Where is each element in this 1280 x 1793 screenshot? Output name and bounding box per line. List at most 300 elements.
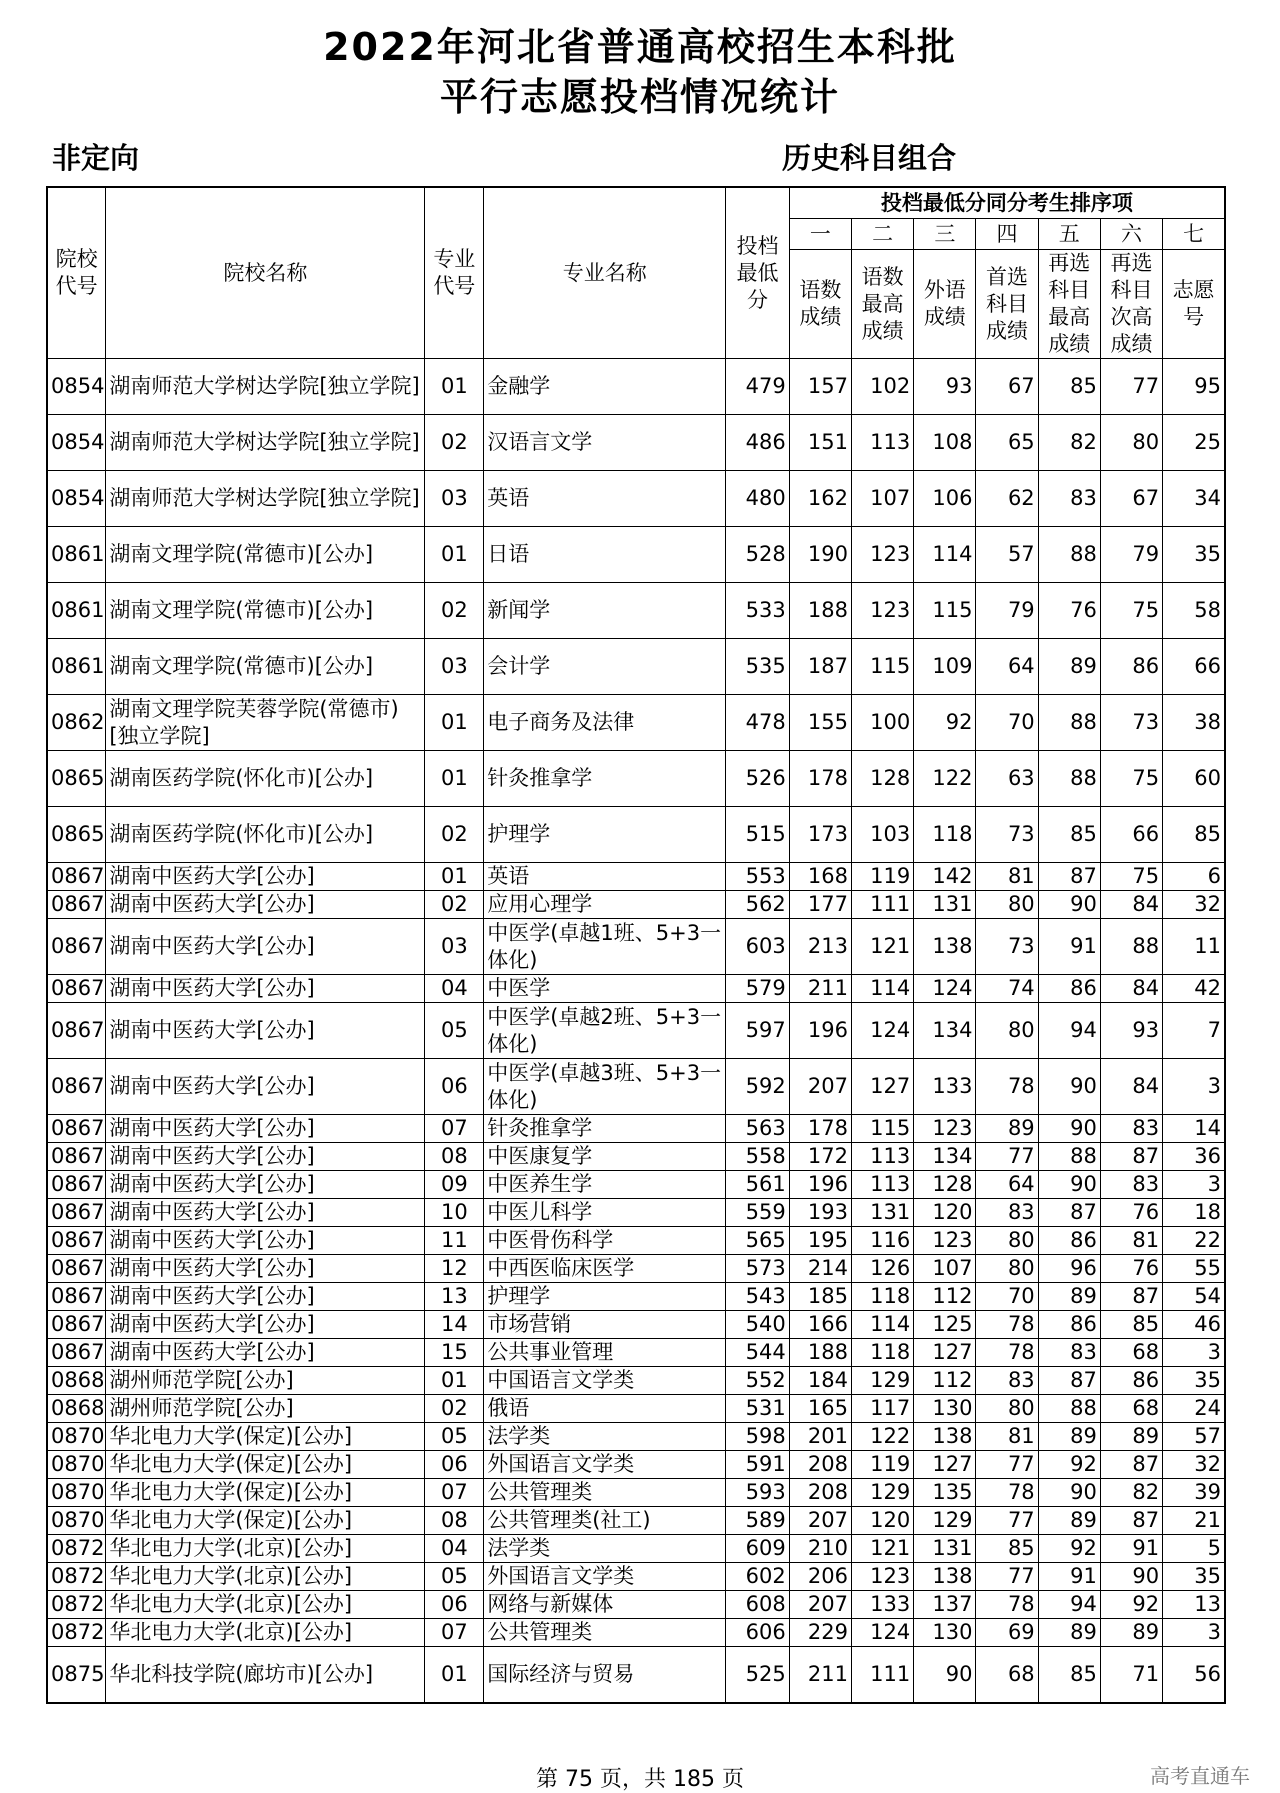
foreign-language-cell: 106 (914, 471, 976, 527)
chinese-math-max-cell: 126 (851, 1255, 913, 1283)
preference-no-cell: 38 (1163, 695, 1225, 751)
min-score-cell: 565 (726, 1227, 789, 1255)
table-row (47, 1451, 1225, 1479)
major-code-cell: 04 (425, 1535, 484, 1563)
elective-second-cell: 84 (1100, 891, 1162, 919)
first-subject-cell: 77 (976, 1563, 1038, 1591)
foreign-language-cell: 118 (914, 807, 976, 863)
elective-max-cell: 82 (1038, 415, 1100, 471)
min-score-cell: 559 (726, 1199, 789, 1227)
chinese-math-cell: 229 (789, 1619, 851, 1647)
preference-no-cell: 21 (1163, 1507, 1225, 1535)
school-code-cell: 0861 (47, 639, 106, 695)
chinese-math-max-cell: 113 (851, 1143, 913, 1171)
table-row (47, 807, 1225, 863)
major-code-cell: 05 (425, 1563, 484, 1591)
school-code-cell: 0872 (47, 1563, 106, 1591)
major-code-cell: 03 (425, 471, 484, 527)
first-subject-cell: 79 (976, 583, 1038, 639)
min-score-cell: 579 (726, 975, 789, 1003)
major-name-cell: 英语 (484, 863, 726, 891)
chinese-math-max-cell: 121 (851, 1535, 913, 1563)
first-subject-cell: 80 (976, 891, 1038, 919)
first-subject-cell: 78 (976, 1591, 1038, 1619)
school-code-cell: 0862 (47, 695, 106, 751)
major-code-cell: 05 (425, 1003, 484, 1059)
elective-second-cell: 75 (1100, 583, 1162, 639)
major-name-cell: 国际经济与贸易 (484, 1647, 726, 1703)
school-code-cell: 0867 (47, 1171, 106, 1199)
school-code-cell: 0868 (47, 1367, 106, 1395)
major-name-cell: 外国语言文学类 (484, 1563, 726, 1591)
min-score-cell: 589 (726, 1507, 789, 1535)
preference-no-cell: 3 (1163, 1059, 1225, 1115)
elective-max-cell: 88 (1038, 1143, 1100, 1171)
table-row (47, 1367, 1225, 1395)
chinese-math-cell: 166 (789, 1311, 851, 1339)
min-score-cell: 486 (726, 415, 789, 471)
foreign-language-cell: 131 (914, 891, 976, 919)
elective-second-cell: 76 (1100, 1199, 1162, 1227)
school-name-cell: 湖南中医药大学[公办] (106, 1199, 425, 1227)
elective-second-cell: 87 (1100, 1143, 1162, 1171)
major-code-cell: 15 (425, 1339, 484, 1367)
table-row (47, 919, 1225, 975)
school-code-cell: 0867 (47, 1199, 106, 1227)
table-row (47, 415, 1225, 471)
elective-max-cell: 88 (1038, 695, 1100, 751)
school-code-cell: 0867 (47, 1255, 106, 1283)
major-name-cell: 法学类 (484, 1423, 726, 1451)
elective-max-cell: 94 (1038, 1591, 1100, 1619)
table-row (47, 1591, 1225, 1619)
foreign-language-cell: 109 (914, 639, 976, 695)
foreign-language-cell: 120 (914, 1199, 976, 1227)
school-name-cell: 湖南文理学院芙蓉学院(常德市)[独立学院] (106, 695, 425, 751)
preference-no-cell: 55 (1163, 1255, 1225, 1283)
header-item-preference-no: 志愿号 (1163, 250, 1225, 359)
chinese-math-cell: 196 (789, 1003, 851, 1059)
elective-second-cell: 82 (1100, 1479, 1162, 1507)
preference-no-cell: 58 (1163, 583, 1225, 639)
header-item-elective-max: 再选科目最高成绩 (1038, 250, 1100, 359)
preference-no-cell: 6 (1163, 863, 1225, 891)
major-code-cell: 13 (425, 1283, 484, 1311)
elective-max-cell: 92 (1038, 1451, 1100, 1479)
min-score-cell: 515 (726, 807, 789, 863)
chinese-math-cell: 185 (789, 1283, 851, 1311)
chinese-math-cell: 172 (789, 1143, 851, 1171)
chinese-math-cell: 213 (789, 919, 851, 975)
foreign-language-cell: 133 (914, 1059, 976, 1115)
chinese-math-cell: 210 (789, 1535, 851, 1563)
school-code-cell: 0870 (47, 1451, 106, 1479)
first-subject-cell: 57 (976, 527, 1038, 583)
chinese-math-cell: 214 (789, 1255, 851, 1283)
min-score-cell: 543 (726, 1283, 789, 1311)
chinese-math-cell: 196 (789, 1171, 851, 1199)
major-code-cell: 05 (425, 1423, 484, 1451)
major-name-cell: 中西医临床医学 (484, 1255, 726, 1283)
elective-max-cell: 86 (1038, 975, 1100, 1003)
school-name-cell: 湖南医药学院(怀化市)[公办] (106, 807, 425, 863)
first-subject-cell: 64 (976, 1171, 1038, 1199)
min-score-cell: 606 (726, 1619, 789, 1647)
chinese-math-cell: 211 (789, 975, 851, 1003)
chinese-math-cell: 177 (789, 891, 851, 919)
elective-second-cell: 80 (1100, 415, 1162, 471)
chinese-math-max-cell: 119 (851, 863, 913, 891)
table-row (47, 1003, 1225, 1059)
major-name-cell: 公共管理类(社工) (484, 1507, 726, 1535)
chinese-math-max-cell: 102 (851, 359, 913, 415)
min-score-cell: 603 (726, 919, 789, 975)
header-tie-break-group: 投档最低分同分考生排序项 (789, 187, 1225, 219)
preference-no-cell: 3 (1163, 1339, 1225, 1367)
major-code-cell: 07 (425, 1479, 484, 1507)
foreign-language-cell: 130 (914, 1619, 976, 1647)
chinese-math-max-cell: 107 (851, 471, 913, 527)
major-code-cell: 01 (425, 751, 484, 807)
major-code-cell: 04 (425, 975, 484, 1003)
school-code-cell: 0861 (47, 583, 106, 639)
school-name-cell: 湖南中医药大学[公办] (106, 1003, 425, 1059)
first-subject-cell: 64 (976, 639, 1038, 695)
first-subject-cell: 63 (976, 751, 1038, 807)
preference-no-cell: 35 (1163, 1367, 1225, 1395)
foreign-language-cell: 138 (914, 1563, 976, 1591)
table-row (47, 891, 1225, 919)
school-code-cell: 0854 (47, 471, 106, 527)
school-name-cell: 湖州师范学院[公办] (106, 1395, 425, 1423)
major-name-cell: 俄语 (484, 1395, 726, 1423)
chinese-math-max-cell: 122 (851, 1423, 913, 1451)
major-name-cell: 英语 (484, 471, 726, 527)
preference-no-cell: 35 (1163, 1563, 1225, 1591)
header-item-chinese-math: 语数成绩 (789, 250, 851, 359)
min-score-cell: 533 (726, 583, 789, 639)
foreign-language-cell: 123 (914, 1115, 976, 1143)
header-item-first-subject: 首选科目成绩 (976, 250, 1038, 359)
table-row (47, 1227, 1225, 1255)
elective-max-cell: 90 (1038, 1059, 1100, 1115)
page-title-line1: 2022年河北省普通高校招生本科批 (323, 25, 957, 69)
school-code-cell: 0867 (47, 1227, 106, 1255)
major-name-cell: 公共事业管理 (484, 1339, 726, 1367)
first-subject-cell: 74 (976, 975, 1038, 1003)
min-score-cell: 592 (726, 1059, 789, 1115)
chinese-math-cell: 178 (789, 1115, 851, 1143)
school-code-cell: 0867 (47, 1311, 106, 1339)
first-subject-cell: 77 (976, 1451, 1038, 1479)
elective-max-cell: 89 (1038, 1283, 1100, 1311)
table-row (47, 1339, 1225, 1367)
preference-no-cell: 56 (1163, 1647, 1225, 1703)
first-subject-cell: 83 (976, 1367, 1038, 1395)
chinese-math-max-cell: 113 (851, 1171, 913, 1199)
school-code-cell: 0867 (47, 1059, 106, 1115)
elective-second-cell: 87 (1100, 1283, 1162, 1311)
preference-no-cell: 13 (1163, 1591, 1225, 1619)
chinese-math-cell: 207 (789, 1591, 851, 1619)
table-row (47, 1479, 1225, 1507)
school-name-cell: 湖南医药学院(怀化市)[公办] (106, 751, 425, 807)
elective-second-cell: 68 (1100, 1395, 1162, 1423)
elective-second-cell: 77 (1100, 359, 1162, 415)
min-score-cell: 553 (726, 863, 789, 891)
foreign-language-cell: 107 (914, 1255, 976, 1283)
school-name-cell: 华北电力大学(保定)[公办] (106, 1451, 425, 1479)
major-code-cell: 03 (425, 919, 484, 975)
major-name-cell: 法学类 (484, 1535, 726, 1563)
major-name-cell: 中医学(卓越3班、5+3一体化) (484, 1059, 726, 1115)
foreign-language-cell: 114 (914, 527, 976, 583)
major-code-cell: 09 (425, 1171, 484, 1199)
header-item-chinese-math-max: 语数最高成绩 (851, 250, 913, 359)
min-score-cell: 561 (726, 1171, 789, 1199)
chinese-math-max-cell: 129 (851, 1367, 913, 1395)
table-row (47, 639, 1225, 695)
school-name-cell: 湖南中医药大学[公办] (106, 1311, 425, 1339)
major-code-cell: 01 (425, 695, 484, 751)
header-order-4: 四 (976, 219, 1038, 250)
preference-no-cell: 11 (1163, 919, 1225, 975)
school-code-cell: 0867 (47, 919, 106, 975)
min-score-cell: 535 (726, 639, 789, 695)
elective-max-cell: 85 (1038, 807, 1100, 863)
chinese-math-max-cell: 120 (851, 1507, 913, 1535)
school-name-cell: 湖南中医药大学[公办] (106, 1283, 425, 1311)
elective-max-cell: 83 (1038, 1339, 1100, 1367)
major-name-cell: 市场营销 (484, 1311, 726, 1339)
header-item-elective-second: 再选科目次高成绩 (1100, 250, 1162, 359)
elective-second-cell: 88 (1100, 919, 1162, 975)
chinese-math-cell: 211 (789, 1647, 851, 1703)
foreign-language-cell: 135 (914, 1479, 976, 1507)
preference-no-cell: 57 (1163, 1423, 1225, 1451)
school-code-cell: 0870 (47, 1423, 106, 1451)
first-subject-cell: 73 (976, 807, 1038, 863)
preference-no-cell: 7 (1163, 1003, 1225, 1059)
preference-no-cell: 54 (1163, 1283, 1225, 1311)
elective-max-cell: 88 (1038, 527, 1100, 583)
major-code-cell: 08 (425, 1507, 484, 1535)
school-name-cell: 湖南中医药大学[公办] (106, 863, 425, 891)
major-name-cell: 中国语言文学类 (484, 1367, 726, 1395)
school-name-cell: 华北电力大学(北京)[公办] (106, 1591, 425, 1619)
table-row (47, 695, 1225, 751)
first-subject-cell: 70 (976, 1283, 1038, 1311)
foreign-language-cell: 112 (914, 1367, 976, 1395)
elective-max-cell: 89 (1038, 1619, 1100, 1647)
min-score-cell: 528 (726, 527, 789, 583)
subject-combination-label: 历史科目组合 (782, 141, 957, 175)
table-row (47, 1619, 1225, 1647)
chinese-math-cell: 207 (789, 1507, 851, 1535)
first-subject-cell: 78 (976, 1311, 1038, 1339)
foreign-language-cell: 93 (914, 359, 976, 415)
table-row (47, 1143, 1225, 1171)
chinese-math-cell: 188 (789, 583, 851, 639)
major-code-cell: 01 (425, 359, 484, 415)
school-name-cell: 湖南师范大学树达学院[独立学院] (106, 471, 425, 527)
chinese-math-cell: 165 (789, 1395, 851, 1423)
major-code-cell: 10 (425, 1199, 484, 1227)
school-code-cell: 0861 (47, 527, 106, 583)
major-name-cell: 针灸推拿学 (484, 751, 726, 807)
school-name-cell: 湖南中医药大学[公办] (106, 1059, 425, 1115)
major-name-cell: 汉语言文学 (484, 415, 726, 471)
school-code-cell: 0867 (47, 891, 106, 919)
major-name-cell: 中医学 (484, 975, 726, 1003)
foreign-language-cell: 90 (914, 1647, 976, 1703)
preference-no-cell: 85 (1163, 807, 1225, 863)
min-score-cell: 602 (726, 1563, 789, 1591)
school-name-cell: 湖南中医药大学[公办] (106, 1143, 425, 1171)
chinese-math-cell: 184 (789, 1367, 851, 1395)
elective-second-cell: 86 (1100, 1367, 1162, 1395)
first-subject-cell: 73 (976, 919, 1038, 975)
table-row (47, 863, 1225, 891)
major-code-cell: 08 (425, 1143, 484, 1171)
school-name-cell: 湖南中医药大学[公办] (106, 919, 425, 975)
chinese-math-max-cell: 119 (851, 1451, 913, 1479)
first-subject-cell: 85 (976, 1535, 1038, 1563)
school-name-cell: 湖南师范大学树达学院[独立学院] (106, 415, 425, 471)
header-item-foreign-language: 外语成绩 (914, 250, 976, 359)
first-subject-cell: 62 (976, 471, 1038, 527)
table-header (47, 187, 1225, 359)
admission-table (46, 186, 1226, 1704)
elective-max-cell: 86 (1038, 1311, 1100, 1339)
school-code-cell: 0854 (47, 415, 106, 471)
table-row (47, 1283, 1225, 1311)
elective-max-cell: 90 (1038, 1171, 1100, 1199)
major-name-cell: 网络与新媒体 (484, 1591, 726, 1619)
major-name-cell: 会计学 (484, 639, 726, 695)
major-name-cell: 中医康复学 (484, 1143, 726, 1171)
category-label: 非定向 (52, 141, 140, 175)
header-order-5: 五 (1038, 219, 1100, 250)
chinese-math-max-cell: 123 (851, 1563, 913, 1591)
major-code-cell: 01 (425, 1367, 484, 1395)
major-code-cell: 01 (425, 527, 484, 583)
elective-max-cell: 87 (1038, 1367, 1100, 1395)
chinese-math-max-cell: 121 (851, 919, 913, 975)
major-name-cell: 新闻学 (484, 583, 726, 639)
foreign-language-cell: 125 (914, 1311, 976, 1339)
elective-second-cell: 83 (1100, 1171, 1162, 1199)
chinese-math-cell: 155 (789, 695, 851, 751)
chinese-math-max-cell: 129 (851, 1479, 913, 1507)
chinese-math-max-cell: 103 (851, 807, 913, 863)
foreign-language-cell: 137 (914, 1591, 976, 1619)
chinese-math-max-cell: 124 (851, 1003, 913, 1059)
school-code-cell: 0865 (47, 807, 106, 863)
chinese-math-max-cell: 123 (851, 583, 913, 639)
elective-max-cell: 85 (1038, 359, 1100, 415)
first-subject-cell: 89 (976, 1115, 1038, 1143)
elective-second-cell: 75 (1100, 863, 1162, 891)
major-code-cell: 14 (425, 1311, 484, 1339)
major-name-cell: 护理学 (484, 1283, 726, 1311)
elective-second-cell: 93 (1100, 1003, 1162, 1059)
header-school-code: 院校代号 (47, 187, 106, 359)
school-name-cell: 湖南中医药大学[公办] (106, 1255, 425, 1283)
major-code-cell: 06 (425, 1591, 484, 1619)
school-name-cell: 华北电力大学(保定)[公办] (106, 1479, 425, 1507)
chinese-math-cell: 206 (789, 1563, 851, 1591)
school-code-cell: 0868 (47, 1395, 106, 1423)
elective-second-cell: 90 (1100, 1563, 1162, 1591)
school-code-cell: 0867 (47, 1339, 106, 1367)
major-code-cell: 01 (425, 1647, 484, 1703)
school-code-cell: 0854 (47, 359, 106, 415)
header-order-6: 六 (1100, 219, 1162, 250)
table-row (47, 1059, 1225, 1115)
chinese-math-cell: 168 (789, 863, 851, 891)
chinese-math-max-cell: 123 (851, 527, 913, 583)
foreign-language-cell: 124 (914, 975, 976, 1003)
elective-max-cell: 92 (1038, 1535, 1100, 1563)
foreign-language-cell: 129 (914, 1507, 976, 1535)
school-name-cell: 湖南中医药大学[公办] (106, 1339, 425, 1367)
major-code-cell: 02 (425, 583, 484, 639)
chinese-math-max-cell: 116 (851, 1227, 913, 1255)
elective-second-cell: 89 (1100, 1619, 1162, 1647)
chinese-math-max-cell: 114 (851, 1311, 913, 1339)
elective-max-cell: 96 (1038, 1255, 1100, 1283)
header-major-code: 专业代号 (425, 187, 484, 359)
page-number: 第 75 页，共 185 页 (536, 1767, 744, 1792)
foreign-language-cell: 128 (914, 1171, 976, 1199)
school-code-cell: 0870 (47, 1479, 106, 1507)
school-name-cell: 华北科技学院(廊坊市)[公办] (106, 1647, 425, 1703)
school-name-cell: 湖南文理学院(常德市)[公办] (106, 639, 425, 695)
table-row (47, 1171, 1225, 1199)
elective-second-cell: 73 (1100, 695, 1162, 751)
school-code-cell: 0867 (47, 1115, 106, 1143)
elective-max-cell: 90 (1038, 1115, 1100, 1143)
preference-no-cell: 24 (1163, 1395, 1225, 1423)
elective-second-cell: 89 (1100, 1423, 1162, 1451)
first-subject-cell: 81 (976, 1423, 1038, 1451)
elective-second-cell: 86 (1100, 639, 1162, 695)
major-name-cell: 公共管理类 (484, 1619, 726, 1647)
elective-second-cell: 75 (1100, 751, 1162, 807)
first-subject-cell: 78 (976, 1479, 1038, 1507)
header-major-name: 专业名称 (484, 187, 726, 359)
first-subject-cell: 67 (976, 359, 1038, 415)
elective-max-cell: 91 (1038, 919, 1100, 975)
school-code-cell: 0872 (47, 1591, 106, 1619)
table-row (47, 1255, 1225, 1283)
chinese-math-cell: 201 (789, 1423, 851, 1451)
first-subject-cell: 70 (976, 695, 1038, 751)
elective-second-cell: 84 (1100, 1059, 1162, 1115)
elective-max-cell: 90 (1038, 1479, 1100, 1507)
min-score-cell: 480 (726, 471, 789, 527)
major-code-cell: 12 (425, 1255, 484, 1283)
major-code-cell: 07 (425, 1619, 484, 1647)
preference-no-cell: 42 (1163, 975, 1225, 1003)
school-name-cell: 华北电力大学(北京)[公办] (106, 1535, 425, 1563)
school-name-cell: 湖南中医药大学[公办] (106, 1227, 425, 1255)
school-code-cell: 0867 (47, 1003, 106, 1059)
table-row (47, 583, 1225, 639)
elective-max-cell: 89 (1038, 639, 1100, 695)
elective-max-cell: 83 (1038, 471, 1100, 527)
